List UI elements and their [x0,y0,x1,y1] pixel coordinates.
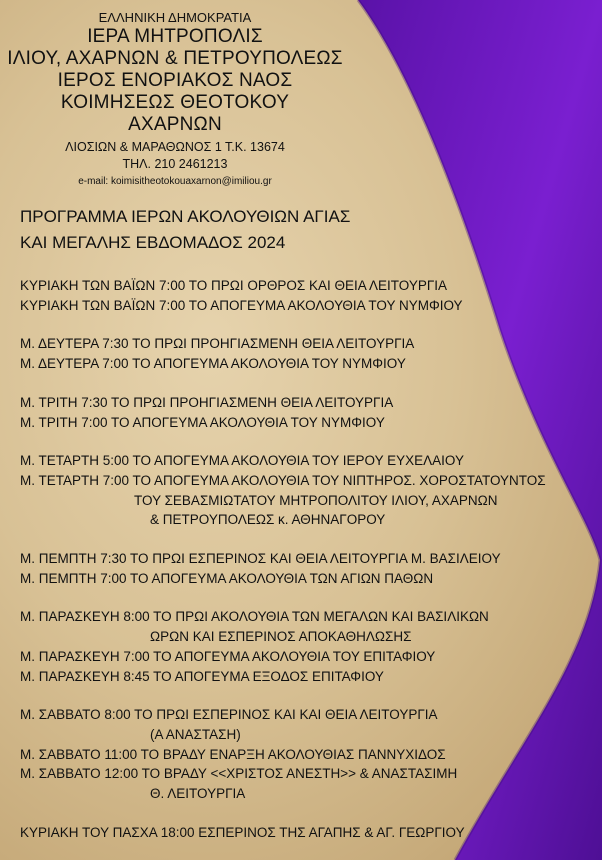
wednesday-block [20,451,580,530]
schedule-line-continued: Θ. ΛΕΙΤΟΥΡΓΙΑ [150,786,246,802]
schedule-line-continued: & ΠΕΤΡΟΥΠΟΛΕΩΣ κ. ΑΘΗΝΑΓΟΡΟΥ [150,512,386,528]
schedule-line: Μ. ΔΕΥΤΕΡΑ 7:30 ΤΟ ΠΡΩΙ ΠΡΟΗΓΙΑΣΜΕΝΗ ΘΕΙΑ ΛΕΙΤΟΥΡΓΙΑ [20,336,415,352]
title-line-2: ΚΑΙ ΜΕΓΑΛΗΣ ΕΒΔΟΜΑΔΟΣ 2024 [20,233,286,252]
schedule-line: Μ. ΣΑΒΒΑΤΟ 11:00 ΤΟ ΒΡΑΔΥ ΕΝΑΡΞΗ ΑΚΟΛΟΥΘΙΑΣ ΠΑΝΝΥΧΙΔΟΣ [20,746,446,762]
address: ΛΙΟΣΙΩΝ & ΜΑΡΑΘΩΝΟΣ 1 Τ.Κ. 13674 [65,140,285,154]
schedule-line: Μ. ΠΑΡΑΣΚΕΥΗ 7:00 ΤΟ ΑΠΟΓΕΥΜΑ ΑΚΟΛΟΥΘΙΑ ΤΟΥ ΕΠΙΤΑΦΙΟΥ [20,648,436,664]
schedule-line: Μ. ΤΡΙΤΗ 7:00 ΤΟ ΑΠΟΓΕΥΜΑ ΑΚΟΛΟΥΘΙΑ ΤΟΥ ΝΥΜΦΙΟΥ [20,414,385,430]
schedule-line: Μ. ΤΕΤΑΡΤΗ 7:00 ΤΟ ΑΠΟΓΕΥΜΑ ΑΚΟΛΟΥΘΙΑ ΤΟΥ ΝΙΠΤΗΡΟΣ. ΧΟΡΟΣΤΑΤΟΥΝΤΟΣ [20,472,546,488]
monday-block [20,334,580,373]
saturday-block [20,705,580,804]
city-name: ΑΧΑΡΝΩΝ [128,114,222,135]
schedule-line-continued: ΩΡΩΝ ΚΑΙ ΕΣΠΕΡΙΝΟΣ ΑΠΟΚΑΘΗΛΩΣΗΣ [150,629,412,645]
temple-name: ΚΟΙΜΗΣΕΩΣ ΘΕΟΤΟΚΟΥ [60,92,290,113]
metropolis-name: ΙΛΙΟΥ, ΑΧΑΡΝΩΝ & ΠΕΤΡΟΥΠΟΛΕΩΣ [7,48,343,69]
schedule-line: Μ. ΠΑΡΑΣΚΕΥΗ 8:00 ΤΟ ΠΡΩΙ ΑΚΟΛΟΥΘΙΑ ΤΩΝ ΜΕΓΑΛΩΝ ΚΑΙ ΒΑΣΙΛΙΚΩΝ [20,609,489,625]
tuesday-block [20,393,580,432]
schedule-line: Μ. ΠΑΡΑΣΚΕΥΗ 8:45 ΤΟ ΑΠΟΓΕΥΜΑ ΕΞΟΔΟΣ ΕΠΙΤΑΦΙΟΥ [20,668,384,684]
schedule-line: ΚΥΡΙΑΚΗ ΤΩΝ ΒΑΪΩΝ 7:00 ΤΟ ΑΠΟΓΕΥΜΑ ΑΚΟΛΟΥΘΙΑ ΤΟΥ ΝΥΜΦΙΟΥ [20,297,463,313]
phone: ΤΗΛ. 210 2461213 [122,157,228,171]
temple-type: ΙΕΡΟΣ ΕΝΟΡΙΑΚΟΣ ΝΑΟΣ [57,70,293,91]
schedule-line: Μ. ΣΑΒΒΑΤΟ 12:00 ΤΟ ΒΡΑΔΥ <<ΧΡΙΣΤΟΣ ΑΝΕΣΤΗ>> & ΑΝΑΣΤΑΣΙΜΗ [20,766,458,782]
thursday-block [20,549,580,588]
schedule-line: Μ. ΣΑΒΒΑΤΟ 8:00 ΤΟ ΠΡΩΙ ΕΣΠΕΡΙΝΟΣ ΚΑΙ ΚΑΙ ΘΕΙΑ ΛΕΙΤΟΥΡΓΙΑ [20,707,438,723]
schedule-title [20,204,460,256]
schedule-line: Μ. ΤΕΤΑΡΤΗ 5:00 ΤΟ ΑΠΟΓΕΥΜΑ ΑΚΟΛΟΥΘΙΑ ΤΟΥ ΙΕΡΟΥ ΕΥΧΕΛΑΙΟΥ [20,453,464,469]
friday-block [20,607,580,686]
easter-block [20,823,580,843]
schedule-line: Μ. ΔΕΥΤΕΡΑ 7:00 ΤΟ ΑΠΟΓΕΥΜΑ ΑΚΟΛΟΥΘΙΑ ΤΟΥ ΝΥΜΦΙΟΥ [20,356,406,372]
schedule-line: Μ. ΤΡΙΤΗ 7:30 ΤΟ ΠΡΩΙ ΠΡΟΗΓΙΑΣΜΕΝΗ ΘΕΙΑ ΛΕΙΤΟΥΡΓΙΑ [20,394,394,410]
schedule-line: ΚΥΡΙΑΚΗ ΤΟΥ ΠΑΣΧΑ 18:00 ΕΣΠΕΡΙΝΟΣ ΤΗΣ ΑΓΑΠΗΣ & ΑΓ. ΓΕΩΡΓΙΟΥ [20,824,465,840]
title-line-1: ΠΡΟΓΡΑΜΜΑ ΙΕΡΩΝ ΑΚΟΛΟΥΘΙΩΝ ΑΓΙΑΣ [20,207,351,226]
schedule-line: Μ. ΠΕΜΠΤΗ 7:30 ΤΟ ΠΡΩΙ ΕΣΠΕΡΙΝΟΣ ΚΑΙ ΘΕΙΑ ΛΕΙΤΟΥΡΓΙΑ Μ. ΒΑΣΙΛΕΙΟΥ [20,551,501,567]
email: e-mail: koimisitheotokouaxarnon@imiliou.gr [78,176,272,187]
schedule-line-continued: ΤΟΥ ΣΕΒΑΣΜΙΩΤΑΤΟΥ ΜΗΤΡΟΠΟΛΙΤΟΥ ΙΛΙΟΥ, ΑΧΑΡΝΩΝ [134,492,498,508]
schedule-list [20,276,580,860]
church-header [0,10,350,189]
schedule-line: ΚΥΡΙΑΚΗ ΤΩΝ ΒΑΪΩΝ 7:00 ΤΟ ΠΡΩΙ ΟΡΘΡΟΣ ΚΑΙ ΘΕΙΑ ΛΕΙΤΟΥΡΓΙΑ [20,278,448,293]
republic-label: ΕΛΛΗΝΙΚΗ ΔΗΜΟΚΡΑΤΙΑ [98,10,252,25]
palm-sunday-block [20,276,580,315]
metropolis-label: ΙΕΡΑ ΜΗΤΡΟΠΟΛΙΣ [87,26,263,47]
schedule-line-continued: (Α ΑΝΑΣΤΑΣΗ) [150,726,241,742]
schedule-line: Μ. ΠΕΜΠΤΗ 7:00 ΤΟ ΑΠΟΓΕΥΜΑ ΑΚΟΛΟΥΘΙΑ ΤΩΝ ΑΓΙΩΝ ΠΑΘΩΝ [20,570,434,586]
